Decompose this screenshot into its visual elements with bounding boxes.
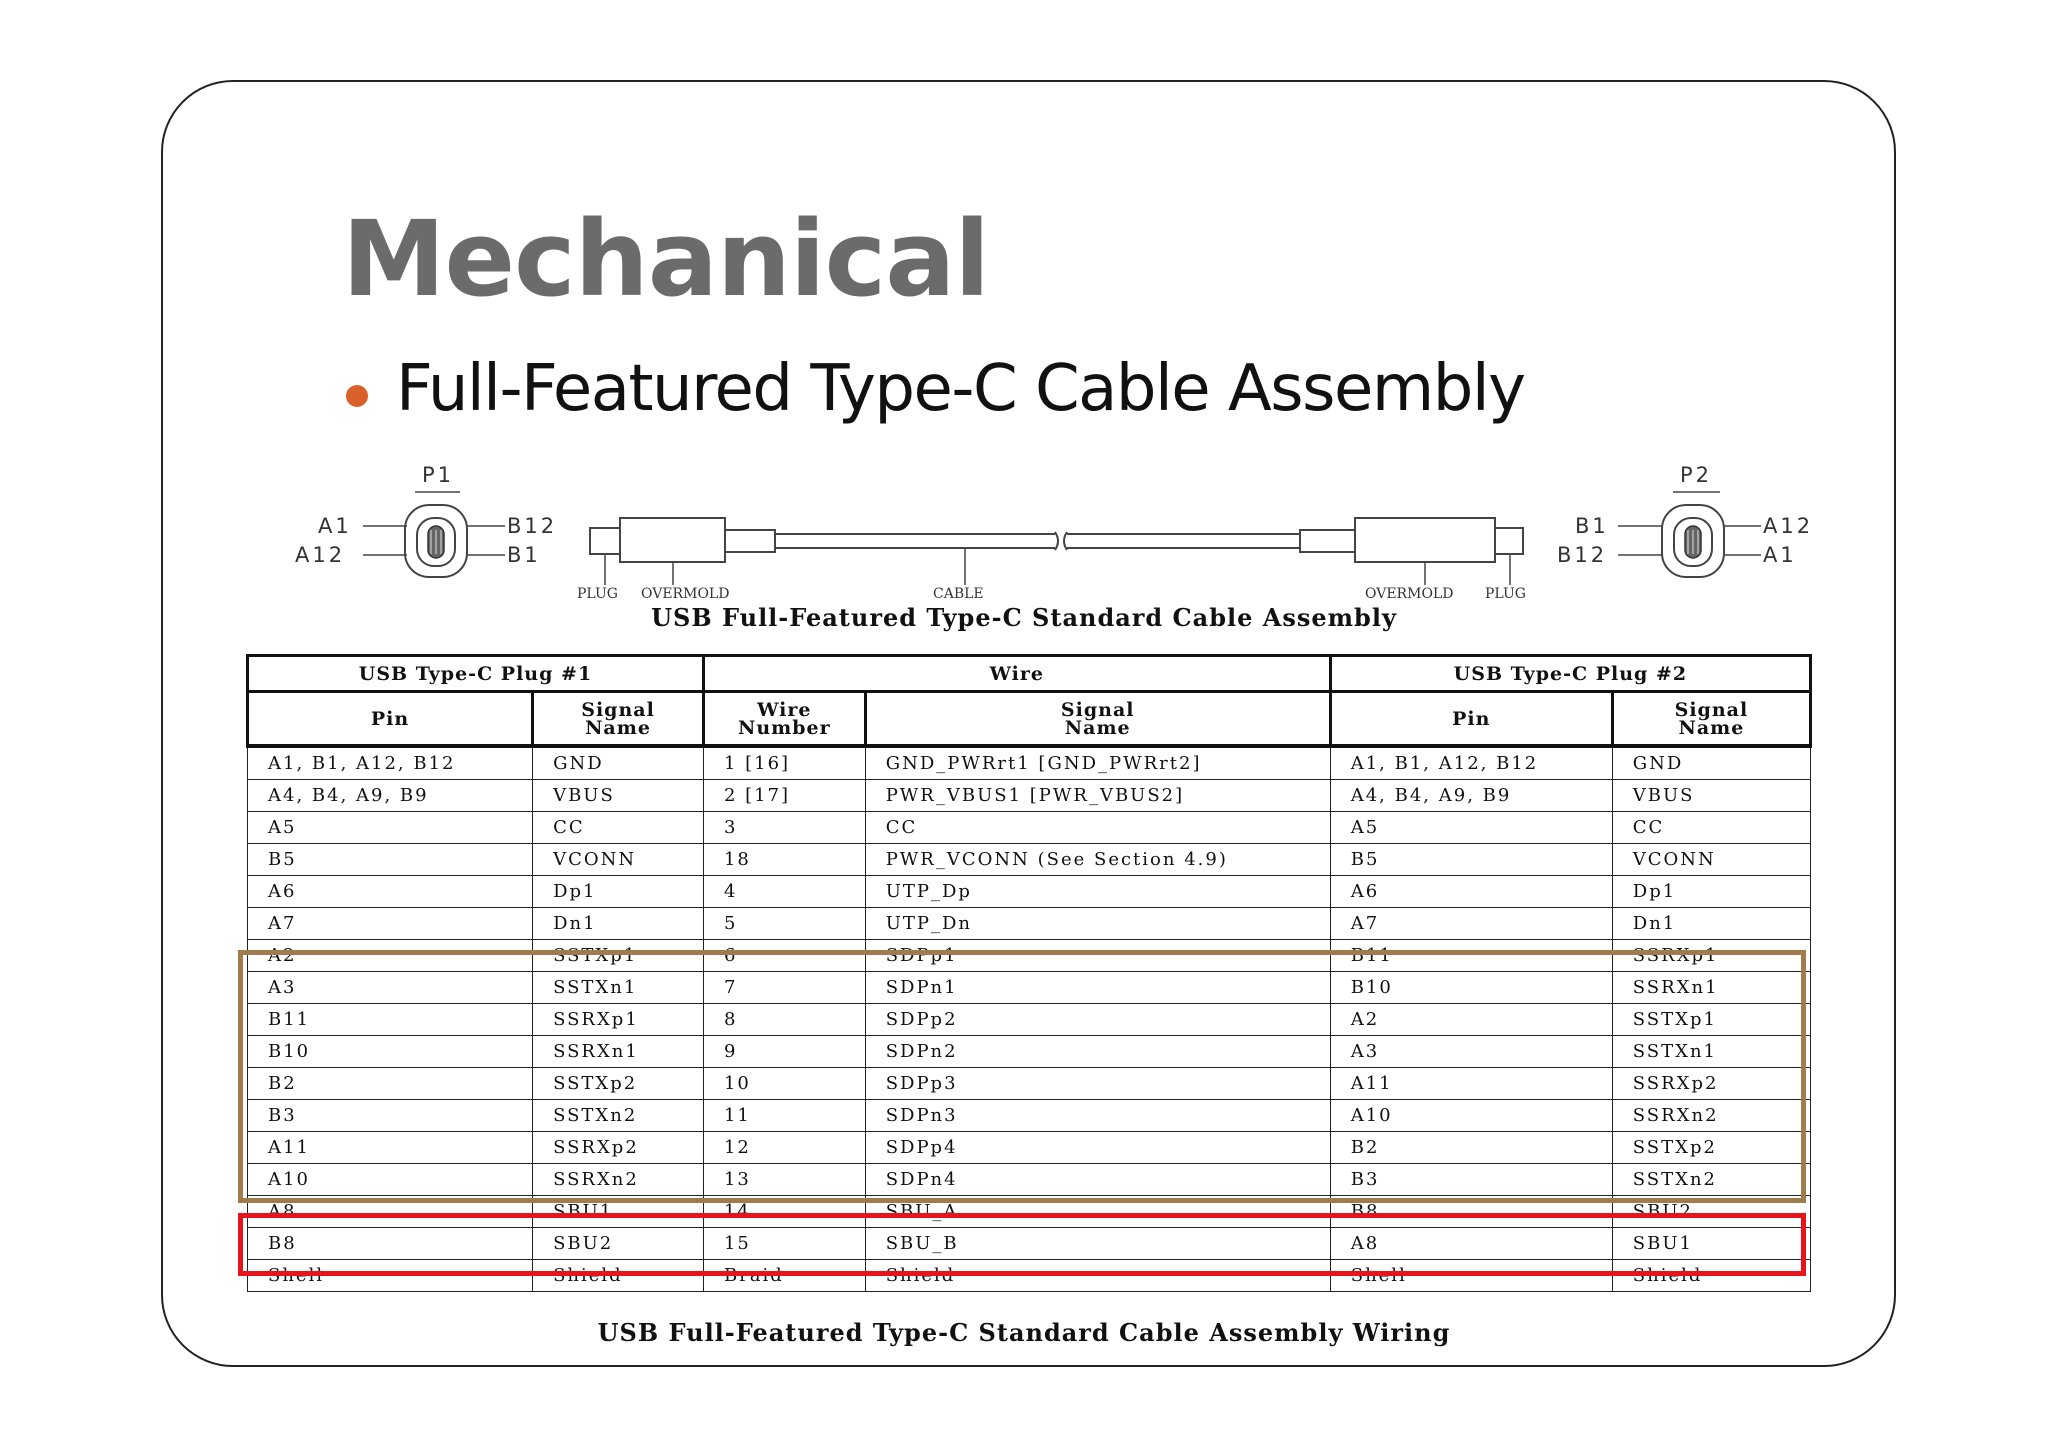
cell-pin-2: A4, B4, A9, B9 <box>1330 780 1612 812</box>
cell-pin-2: A8 <box>1330 1228 1612 1260</box>
cell-signal-name-wire: UTP_Dp <box>865 876 1330 908</box>
cell-signal-name-2: SSTXn1 <box>1612 1036 1810 1068</box>
table-row <box>248 1036 1811 1068</box>
cell-pin-1: Shell <box>248 1260 533 1292</box>
table-row <box>248 746 1811 780</box>
table-caption: USB Full-Featured Type-C Standard Cable Assembly Wiring <box>597 1318 1451 1347</box>
cell-wire-number: 11 <box>703 1100 865 1132</box>
cell-signal-name-2: CC <box>1612 812 1810 844</box>
cell-signal-name-wire: SDPp4 <box>865 1132 1330 1164</box>
label-overmold-left: OVERMOLD <box>641 586 730 602</box>
cell-wire-number: 6 <box>703 940 865 972</box>
cell-signal-name-wire: CC <box>865 812 1330 844</box>
cell-pin-2: A7 <box>1330 908 1612 940</box>
cell-pin-2: A5 <box>1330 812 1612 844</box>
cell-pin-2: Shell <box>1330 1260 1612 1292</box>
table-row <box>248 972 1811 1004</box>
table-row <box>248 1068 1811 1100</box>
p1-pin-a12: A12 <box>295 543 346 567</box>
cell-wire-number: 10 <box>703 1068 865 1100</box>
cell-signal-name-1: SSTXp2 <box>533 1068 704 1100</box>
cell-pin-2: B11 <box>1330 940 1612 972</box>
p1-pin-b12: B12 <box>507 514 558 538</box>
table-row <box>248 812 1811 844</box>
cell-pin-2: A10 <box>1330 1100 1612 1132</box>
label-cable: CABLE <box>933 586 984 602</box>
wiring-table <box>246 654 1812 1292</box>
cell-signal-name-2: SSTXp2 <box>1612 1132 1810 1164</box>
cell-signal-name-1: SBU1 <box>533 1196 704 1228</box>
slide-title: Mechanical <box>342 198 990 320</box>
cell-pin-1: B8 <box>248 1228 533 1260</box>
cell-signal-name-wire: SDPn4 <box>865 1164 1330 1196</box>
group-header-row <box>248 656 1811 692</box>
cell-signal-name-wire: SBU_A <box>865 1196 1330 1228</box>
label-plug-right: PLUG <box>1485 586 1526 602</box>
p1-label: P1 <box>422 463 455 487</box>
cell-signal-name-1: SSRXp1 <box>533 1004 704 1036</box>
cell-signal-name-wire: UTP_Dn <box>865 908 1330 940</box>
p2-pin-b12: B12 <box>1557 543 1608 567</box>
sub-header-pin-2: Pin <box>1330 692 1612 747</box>
cell-wire-number: 4 <box>703 876 865 908</box>
cell-wire-number: 9 <box>703 1036 865 1068</box>
cell-wire-number: 3 <box>703 812 865 844</box>
cell-pin-1: B3 <box>248 1100 533 1132</box>
cell-wire-number: 1 [16] <box>703 746 865 780</box>
table-row <box>248 1260 1811 1292</box>
table-row <box>248 876 1811 908</box>
cell-pin-2: A3 <box>1330 1036 1612 1068</box>
cell-signal-name-2: Dn1 <box>1612 908 1810 940</box>
cell-signal-name-1: CC <box>533 812 704 844</box>
cell-wire-number: 12 <box>703 1132 865 1164</box>
cell-pin-1: A8 <box>248 1196 533 1228</box>
cell-pin-2: B5 <box>1330 844 1612 876</box>
overmold-left <box>620 518 725 562</box>
cell-wire-number: 13 <box>703 1164 865 1196</box>
sub-header-wire-number: Wire Number <box>703 692 865 747</box>
cell-signal-name-2: SSRXp2 <box>1612 1068 1810 1100</box>
cell-pin-2: A2 <box>1330 1004 1612 1036</box>
cell-pin-1: A4, B4, A9, B9 <box>248 780 533 812</box>
cell-signal-name-2: SBU1 <box>1612 1228 1810 1260</box>
cell-signal-name-1: SBU2 <box>533 1228 704 1260</box>
cell-pin-1: B11 <box>248 1004 533 1036</box>
cell-signal-name-wire: PWR_VBUS1 [PWR_VBUS2] <box>865 780 1330 812</box>
sub-header-signal-2: Signal Name <box>1612 692 1810 747</box>
cell-signal-name-2: SSRXp1 <box>1612 940 1810 972</box>
table-row <box>248 844 1811 876</box>
cell-signal-name-2: Shield <box>1612 1260 1810 1292</box>
cell-pin-1: A3 <box>248 972 533 1004</box>
p2-pin-a1: A1 <box>1763 543 1797 567</box>
cell-wire-number: 2 [17] <box>703 780 865 812</box>
cell-signal-name-1: SSTXn1 <box>533 972 704 1004</box>
label-overmold-right: OVERMOLD <box>1365 586 1454 602</box>
cell-pin-2: A11 <box>1330 1068 1612 1100</box>
cell-signal-name-2: Dp1 <box>1612 876 1810 908</box>
cell-signal-name-wire: SDPn1 <box>865 972 1330 1004</box>
diagram-caption: USB Full-Featured Type-C Standard Cable Assembly <box>651 603 1397 632</box>
table-row <box>248 1164 1811 1196</box>
table-row <box>248 1132 1811 1164</box>
label-plug-left: PLUG <box>577 586 618 602</box>
sub-header-signal-1: Signal Name <box>533 692 704 747</box>
cell-signal-name-1: VCONN <box>533 844 704 876</box>
cell-signal-name-wire: Shield <box>865 1260 1330 1292</box>
cell-pin-1: B2 <box>248 1068 533 1100</box>
cell-signal-name-wire: SDPp3 <box>865 1068 1330 1100</box>
bullet-text: Full-Featured Type-C Cable Assembly <box>396 352 1525 426</box>
p2-label: P2 <box>1680 463 1713 487</box>
cell-signal-name-wire: GND_PWRrt1 [GND_PWRrt2] <box>865 746 1330 780</box>
cell-signal-name-2: SSRXn2 <box>1612 1100 1810 1132</box>
cell-pin-1: B10 <box>248 1036 533 1068</box>
cell-wire-number: 14 <box>703 1196 865 1228</box>
cell-pin-2: A1, B1, A12, B12 <box>1330 746 1612 780</box>
table-row <box>248 780 1811 812</box>
cell-signal-name-1: VBUS <box>533 780 704 812</box>
cell-wire-number: 18 <box>703 844 865 876</box>
cell-wire-number: 15 <box>703 1228 865 1260</box>
cell-signal-name-wire: SDPp2 <box>865 1004 1330 1036</box>
table-row <box>248 1228 1811 1260</box>
sub-header-signal-wire: Signal Name <box>865 692 1330 747</box>
cell-signal-name-wire: SDPn2 <box>865 1036 1330 1068</box>
cell-wire-number: 8 <box>703 1004 865 1036</box>
cell-signal-name-wire: SDPn3 <box>865 1100 1330 1132</box>
cell-pin-1: A5 <box>248 812 533 844</box>
cell-pin-2: B10 <box>1330 972 1612 1004</box>
group-header-wire: Wire <box>703 656 1330 692</box>
table-row <box>248 1100 1811 1132</box>
cell-wire-number: 5 <box>703 908 865 940</box>
p2-pin-a12: A12 <box>1763 514 1814 538</box>
cell-signal-name-1: SSRXn2 <box>533 1164 704 1196</box>
cell-signal-name-wire: PWR_VCONN (See Section 4.9) <box>865 844 1330 876</box>
cell-wire-number: 7 <box>703 972 865 1004</box>
p1-pin-b1: B1 <box>507 543 541 567</box>
cell-signal-name-2: VCONN <box>1612 844 1810 876</box>
p1-pin-a1: A1 <box>318 514 352 538</box>
table-row <box>248 1004 1811 1036</box>
group-header-plug1: USB Type-C Plug #1 <box>248 656 704 692</box>
sub-header-pin-1: Pin <box>248 692 533 747</box>
cell-pin-2: B3 <box>1330 1164 1612 1196</box>
group-header-plug2: USB Type-C Plug #2 <box>1330 656 1810 692</box>
cell-signal-name-1: SSRXp2 <box>533 1132 704 1164</box>
cell-pin-1: A7 <box>248 908 533 940</box>
overmold-right <box>1355 518 1495 562</box>
cell-pin-1: A1, B1, A12, B12 <box>248 746 533 780</box>
cell-signal-name-2: GND <box>1612 746 1810 780</box>
cell-pin-2: A6 <box>1330 876 1612 908</box>
table-row <box>248 1196 1811 1228</box>
table-row <box>248 940 1811 972</box>
cell-signal-name-1: SSRXn1 <box>533 1036 704 1068</box>
cell-signal-name-2: SBU2 <box>1612 1196 1810 1228</box>
cell-pin-2: B2 <box>1330 1132 1612 1164</box>
cell-signal-name-2: SSRXn1 <box>1612 972 1810 1004</box>
cell-pin-1: A11 <box>248 1132 533 1164</box>
cell-signal-name-2: SSTXn2 <box>1612 1164 1810 1196</box>
bullet-dot-icon <box>346 385 368 407</box>
cell-signal-name-1: GND <box>533 746 704 780</box>
cell-signal-name-2: VBUS <box>1612 780 1810 812</box>
cell-signal-name-2: SSTXp1 <box>1612 1004 1810 1036</box>
cell-signal-name-1: SSTXn2 <box>533 1100 704 1132</box>
sub-header-row <box>248 692 1811 747</box>
cell-signal-name-1: Shield <box>533 1260 704 1292</box>
cell-signal-name-1: SSTXp1 <box>533 940 704 972</box>
wiring-table-body <box>248 746 1811 1292</box>
cell-signal-name-wire: SDPp1 <box>865 940 1330 972</box>
cell-signal-name-1: Dp1 <box>533 876 704 908</box>
cell-signal-name-1: Dn1 <box>533 908 704 940</box>
cell-pin-1: A6 <box>248 876 533 908</box>
cell-signal-name-wire: SBU_B <box>865 1228 1330 1260</box>
cell-pin-1: A2 <box>248 940 533 972</box>
cell-pin-1: B5 <box>248 844 533 876</box>
cell-pin-1: A10 <box>248 1164 533 1196</box>
cell-wire-number: Braid <box>703 1260 865 1292</box>
p2-pin-b1: B1 <box>1575 514 1609 538</box>
cell-pin-2: B8 <box>1330 1196 1612 1228</box>
table-row <box>248 908 1811 940</box>
